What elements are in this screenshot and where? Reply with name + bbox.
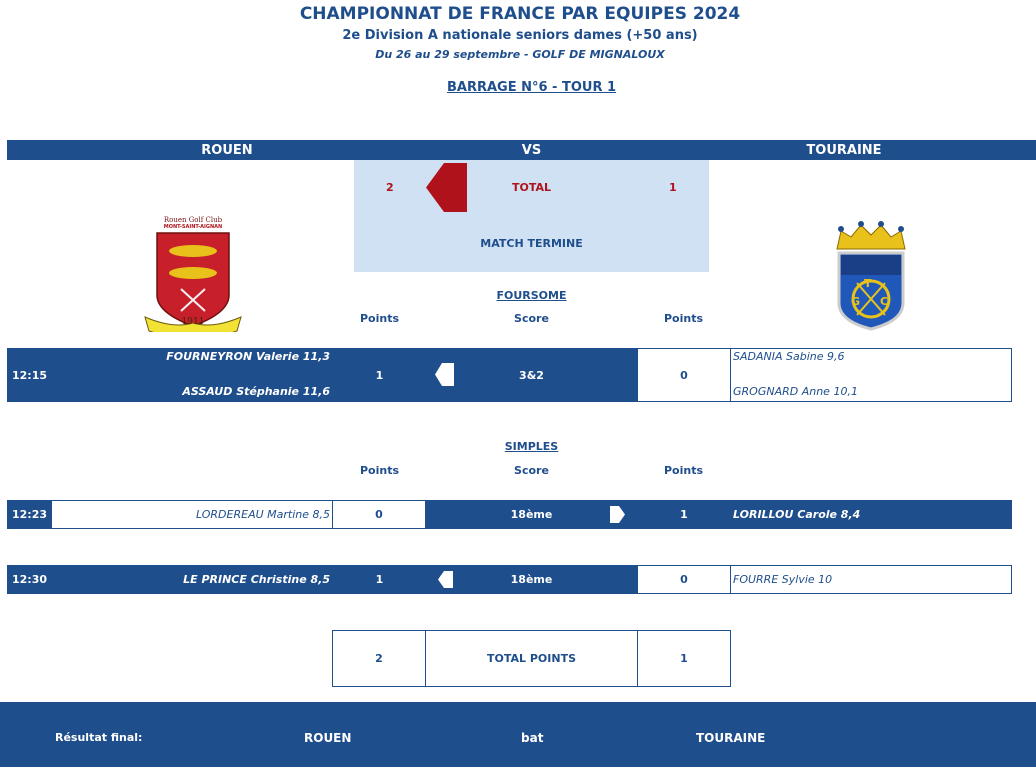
match-status: MATCH TERMINE <box>480 237 583 250</box>
simple-2-left-player: LE PRINCE Christine 8,5 <box>183 573 330 586</box>
foursome-right-points: 0 <box>680 369 688 382</box>
team-right-name: TOURAINE <box>806 143 882 158</box>
simple-2-right-player: FOURRE Sylvie 10 <box>733 573 833 586</box>
logo-club-place: MONT-SAINT-AIGNAN <box>163 224 223 230</box>
total-box <box>354 160 709 272</box>
total-points-right: 1 <box>680 652 688 665</box>
simple-1-right-player: LORILLOU Carole 8,4 <box>733 508 861 521</box>
logo-letter-c: C <box>880 295 889 308</box>
total-label: TOTAL <box>511 181 552 194</box>
foursome-left-player-1: FOURNEYRON Valerie 11,3 <box>166 350 330 363</box>
page-subtitle: 2e Division A nationale seniors dames (+50 ans) <box>342 28 698 43</box>
simple-match-row <box>7 565 1012 594</box>
final-verb: bat <box>521 731 544 745</box>
simples-col-score: Score <box>514 464 549 477</box>
final-result-footer <box>0 702 1036 767</box>
total-points-left: 2 <box>375 652 383 665</box>
final-winner: ROUEN <box>304 731 352 745</box>
foursome-right-player-2: GROGNARD Anne 10,1 <box>733 385 858 398</box>
simple-2-score: 18ème <box>510 573 553 586</box>
crowned-shield-icon <box>833 219 909 332</box>
foursome-match-row <box>7 348 1012 402</box>
foursome-left-points: 1 <box>375 369 384 382</box>
touraine-golf-club-logo <box>833 219 909 332</box>
logo-letter-t: T <box>864 277 872 290</box>
foursome-col-points-right: Points <box>663 312 704 325</box>
team-left-name: ROUEN <box>201 143 253 158</box>
vs-label: VS <box>521 143 542 158</box>
simples-title: SIMPLES <box>504 440 559 453</box>
total-points-table <box>332 630 731 687</box>
simple-2-left-points: 1 <box>375 573 384 586</box>
final-loser: TOURAINE <box>696 731 766 745</box>
simple-1-time: 12:23 <box>12 508 48 521</box>
barrage-title: BARRAGE N°6 - TOUR 1 <box>446 80 617 95</box>
page-title: CHAMPIONNAT DE FRANCE PAR EQUIPES 2024 <box>299 4 741 24</box>
teams-header-bar <box>7 140 1036 160</box>
simples-col-points-right: Points <box>663 464 704 477</box>
simple-1-left-points: 0 <box>375 508 383 521</box>
logo-year: 1911 <box>181 317 205 327</box>
arrow-right-icon <box>610 506 625 523</box>
foursome-score: 3&2 <box>519 369 544 382</box>
foursome-right-player-1: SADANIA Sabine 9,6 <box>733 350 845 363</box>
foursome-col-score: Score <box>514 312 549 325</box>
logo-letter-g: G <box>851 295 861 308</box>
foursome-time: 12:15 <box>12 369 48 382</box>
simple-1-score: 18ème <box>510 508 553 521</box>
simple-1-right-points: 1 <box>680 508 688 521</box>
foursome-title: FOURSOME <box>496 289 567 302</box>
foursome-left-player-2: ASSAUD Stéphanie 11,6 <box>182 385 330 398</box>
simples-col-points-left: Points <box>359 464 400 477</box>
foursome-col-points-left: Points <box>359 312 400 325</box>
event-date: Du 26 au 29 septembre - GOLF DE MIGNALOUX <box>375 48 665 61</box>
logo-club-name: Rouen Golf Club <box>163 216 223 224</box>
total-points-label: TOTAL POINTS <box>487 652 576 665</box>
total-right-score: 1 <box>669 181 677 194</box>
simple-match-row <box>7 500 1012 529</box>
final-result-label: Résultat final: <box>55 731 143 744</box>
simple-1-left-player: LORDEREAU Martine 8,5 <box>195 508 330 521</box>
total-left-score: 2 <box>386 181 394 194</box>
simple-2-right-points: 0 <box>680 573 688 586</box>
rouen-golf-club-logo <box>143 214 243 332</box>
simple-2-time: 12:30 <box>12 573 48 586</box>
